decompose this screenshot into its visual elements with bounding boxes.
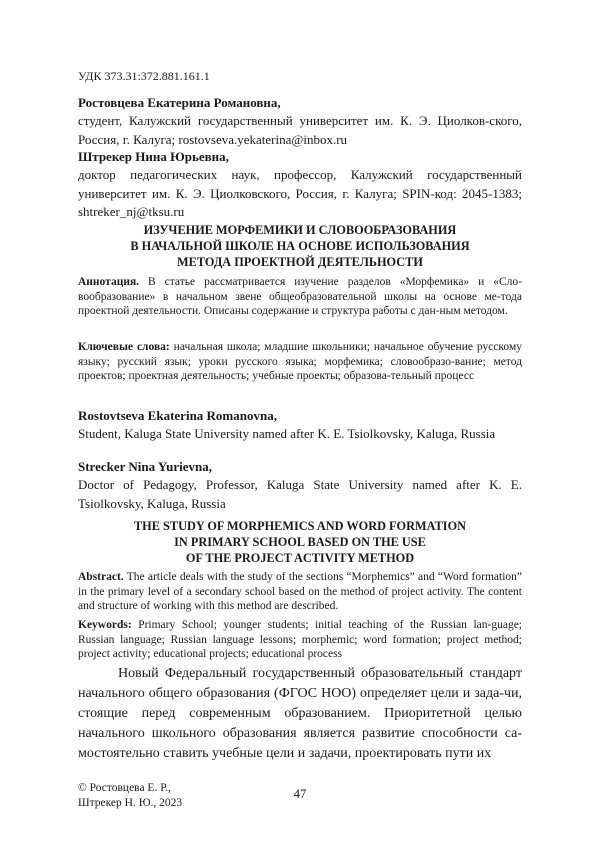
en-abstract-label: Abstract. [78, 571, 124, 583]
ru-title-line: В НАЧАЛЬНОЙ ШКОЛЕ НА ОСНОВЕ ИСПОЛЬЗОВАНИЯ [130, 239, 470, 253]
en-keywords-label: Keywords: [78, 619, 132, 631]
ru-title-line: МЕТОДА ПРОЕКТНОЙ ДЕЯТЕЛЬНОСТИ [177, 255, 423, 269]
ru-abstract [78, 275, 522, 319]
ru-keywords [78, 340, 522, 384]
en-author2-affiliation: Doctor of Pedagogy, Professor, Kaluga State University named after K. E. Tsiolkovsky, Kaluga, Russia [78, 477, 522, 511]
en-title-line: THE STUDY OF MORPHEMICS AND WORD FORMATION [133, 519, 467, 533]
ru-keywords-text: начальная школа; младшие школьники; начальное обучение русскому языку; русский язык; уроки русского языка; морфемика; словообразо-вание; метод проектов; проектная деятельность; учебные проекты; образова-тельный процесс [78, 341, 522, 382]
en-abstract-text: The article deals with the study of the sections “Morphemics” and “Word formation” in the primary level of a secondary school based on the method of project activity. The content and structure of working with this method are described. [78, 571, 522, 612]
ru-title-line: ИЗУЧЕНИЕ МОРФЕМИКИ И СЛОВООБРАЗОВАНИЯ [143, 223, 457, 237]
body-paragraph: Новый Федеральный государственный образовательный стандарт начального общего образования (ФГОС НОО) определяет цели и зада-чи, стоящие перед современным образованием. Приоритетной целью начального школьного образования является развитие способности са-мостоятельно ставить учебные цели и задачи, проектировать пути их [78, 666, 522, 761]
ru-abstract-label: Аннотация. [78, 276, 140, 288]
udk-code: УДК 373.31:372.881.161.1 [78, 69, 210, 83]
en-author1-name: Rostovtseva Ekaterina Romanovna, [78, 408, 277, 423]
en-abstract [78, 570, 522, 614]
en-keywords [78, 618, 522, 662]
en-author1-affiliation: Student, Kaluga State University named after K. E. Tsiolkovsky, Kaluga, Russia [78, 426, 496, 441]
en-title-line: IN PRIMARY SCHOOL BASED ON THE USE [174, 535, 426, 549]
copyright-line: © Ростовцева Е. Р., [78, 782, 171, 794]
ru-keywords-label: Ключевые слова: [78, 341, 170, 353]
en-keywords-text: Primary School; younger students; initial teaching of the Russian lan-guage; Russian language; Russian language lessons; morphemic; word formation; project method; project activity; educational projects; educational process [78, 619, 522, 660]
ru-author1-affiliation: студент, Калужский государственный университет им. К. Э. Циолков-ского, Россия, г. Калуга; rostovseva.yekaterina@inbox.ru [78, 113, 522, 147]
ru-article-title [78, 222, 522, 270]
ru-abstract-text: В статье рассматривается изучение разделов «Морфемика» и «Сло-вообразование» в начальном звене общеобразовательной школы на основе ме-тода проектной деятельности. Описаны содержание и структура работы с дан-ным методом. [78, 276, 522, 317]
ru-author2-name: Штрекер Нина Юрьевна, [78, 149, 229, 164]
en-author2-name: Strecker Nina Yurievna, [78, 459, 212, 474]
copyright-line: Штрекер Н. Ю., 2023 [78, 796, 183, 809]
en-article-title [78, 518, 522, 566]
en-title-line: OF THE PROJECT ACTIVITY METHOD [185, 551, 415, 565]
ru-author2-affiliation: доктор педагогических наук, профессор, Калужский государственный университет им. К. Э. Циолковского, Россия, г. Калуга; SPIN-код: 2045-1383; shtreker_nj@tksu.ru [78, 167, 522, 219]
ru-author1-name: Ростовцева Екатерина Романовна, [78, 95, 281, 110]
page-number: 47 [293, 787, 307, 801]
